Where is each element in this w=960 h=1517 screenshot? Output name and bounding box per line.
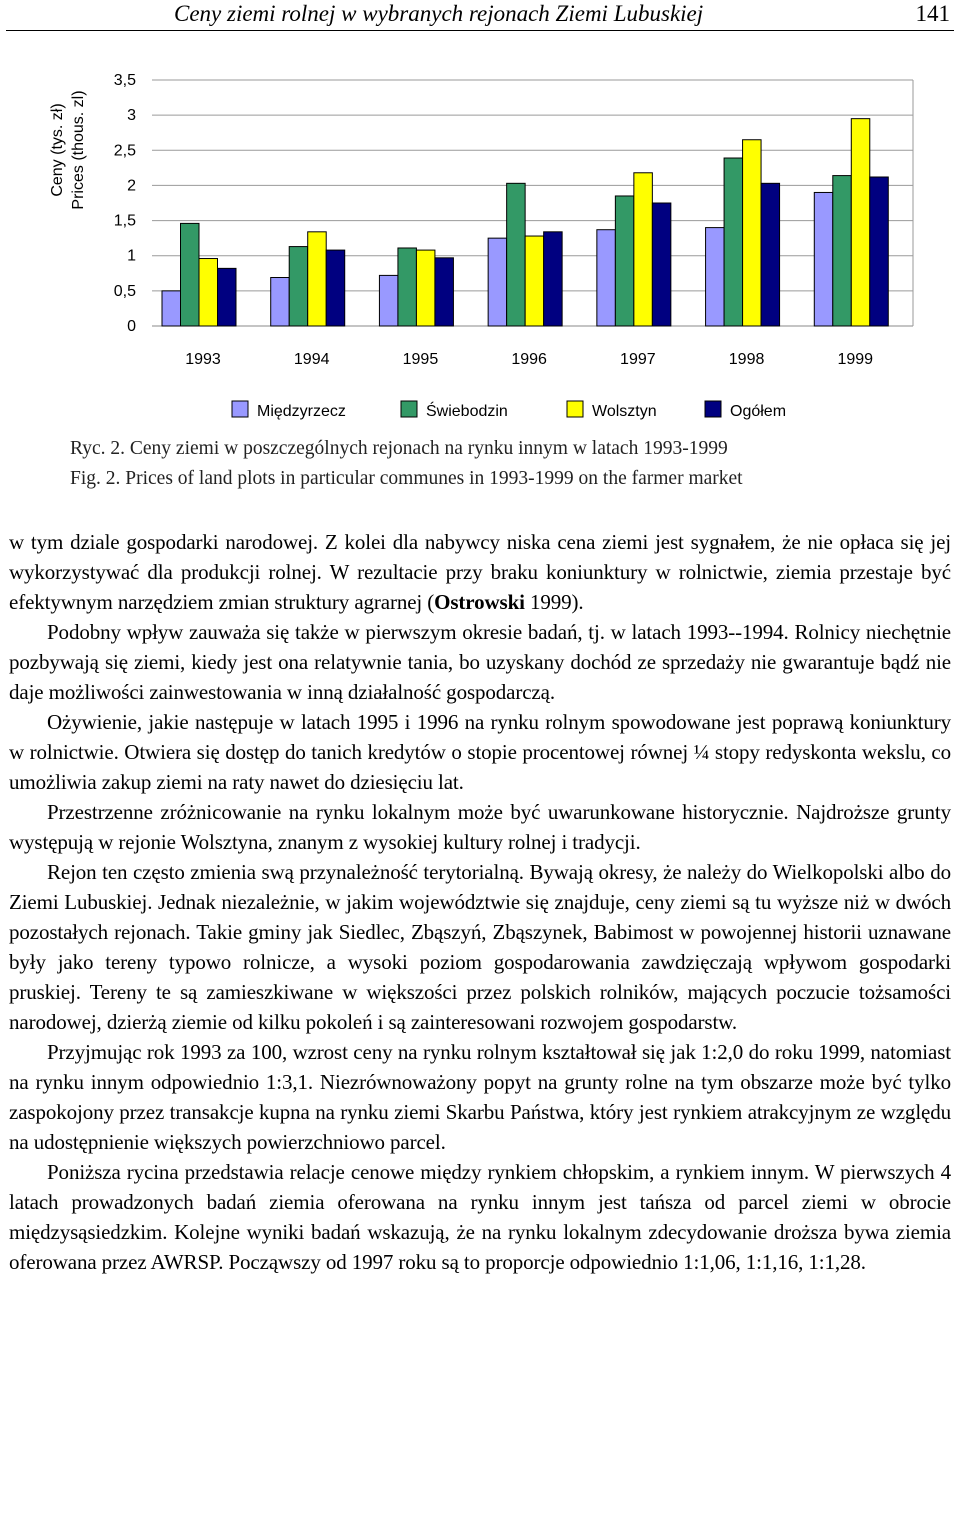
bar [218, 268, 237, 326]
bar [326, 250, 345, 326]
bar [652, 203, 671, 326]
paragraph-3: Ożywienie, jakie następuje w latach 1995 i 1996 na rynku rolnym spowodowane jest poprawą koniunktury w rolnictwie. Otwiera się dostęp do tanich kredytów o stopie procentowej równej ¼ stopy redyskonta wekslu, co umożliwia zakup ziemi na raty nawet do dziesięciu lat. [9, 710, 951, 794]
bar [851, 119, 870, 326]
y-axis-label [49, 90, 87, 209]
x-tick-label: 1997 [620, 351, 656, 368]
x-tick-label: 1995 [402, 351, 439, 368]
bar [488, 238, 507, 326]
bar [615, 196, 634, 326]
bar [833, 176, 852, 326]
citation-author: Ostrowski [434, 590, 525, 614]
legend-label: Świebodzin [426, 403, 508, 420]
y-tick-label: 1 [127, 247, 136, 265]
bar [507, 183, 525, 326]
bar [308, 232, 327, 326]
y-axis-label-line: Ceny (tys. zł) [49, 103, 66, 197]
bar [162, 291, 181, 326]
y-tick-label: 2,5 [113, 142, 136, 160]
bar-chart [0, 40, 960, 430]
y-tick-label: 1,5 [113, 212, 136, 230]
x-axis-ticks [185, 351, 873, 368]
bar [634, 173, 653, 326]
bar [199, 259, 218, 326]
x-tick-label: 1998 [728, 351, 765, 368]
paragraph-1 [9, 527, 951, 617]
legend-label: Wolsztyn [592, 403, 657, 420]
paragraph-5: Rejon ten często zmienia swą przynależność terytorialną. Bywają okresy, że należy do Wielkopolski albo do Ziemi Lubuskiej. Jednak niezależnie, w jakim województwie się znajduje, ceny ziemi są tu wyższe niż w dwóch pozostałych rejonach. Takie gminy jak Siedlec, Zbąszyń, Zbąszynek, Babimost w powojennej historii uznawane były jako tereny typowo rolnicze, a wysoki poziom gospodarowania zawdzięczają wpływom gospodarki pruskiej. Tereny te są zamieszkiwane w większości przez polskich rolników, mających poczucie tożsamości narodowej, dzierżą ziemie od kilku pokoleń i są zainteresowani rozwojem gospodarstw. [9, 860, 951, 1034]
y-axis-ticks [114, 72, 136, 335]
chart-legend [232, 401, 786, 420]
chart-bars [162, 119, 888, 326]
body-text [9, 527, 951, 1277]
bar [743, 140, 762, 326]
bar [597, 230, 616, 326]
legend-swatch [567, 401, 583, 417]
x-tick-label: 1993 [185, 351, 221, 368]
bar [181, 223, 200, 326]
x-tick-label: 1994 [293, 351, 330, 368]
y-tick-label: 2 [127, 177, 136, 195]
bar [398, 248, 417, 326]
bar [706, 228, 725, 326]
y-tick-label: 3 [127, 107, 136, 125]
paragraph-4: Przestrzenne zróżnicowanie na rynku lokalnym może być uwarunkowane historycznie. Najdroższe grunty występują w rejonie Wolsztyna, znanym z wysokiej kultury rolnej i tradycji. [9, 800, 951, 854]
y-tick-label: 3,5 [113, 72, 136, 89]
paragraph-1-text-a: w tym dziale gospodarki narodowej. Z kolei dla nabywcy niska cena ziemi jest sygnałem, że nie opłaca się jej wykorzystywać dla produkcji rolnej. W rezultacie przy braku koniunktury w rolnictwie, ziemia przestaje być efektywnym narzędziem zmian struktury agrarnej ( [9, 530, 951, 614]
bar [814, 192, 833, 326]
legend-label: Ogółem [730, 403, 787, 420]
bar [271, 278, 290, 326]
y-axis-label-line: Prices (thous. zl) [70, 90, 87, 210]
paragraph-2: Podobny wpływ zauważa się także w pierwszym okresie badań, tj. w latach 1993--1994. Rolnicy niechętnie pozbywają się ziemi, kiedy jest ona relatywnie tania, bo uzyskany dochód ze sprzedaży nie gwarantuje bądź nie daje możliwości zainwestowania w inną działalność gospodarczą. [9, 620, 951, 704]
x-tick-label: 1999 [837, 351, 874, 368]
bar [724, 158, 743, 326]
running-title: Ceny ziemi rolnej w wybranych rejonach Ziemi Lubuskiej [174, 1, 704, 26]
bar [435, 258, 454, 326]
paragraph-6: Przyjmując rok 1993 za 100, wzrost ceny na rynku rolnym kształtował się jak 1:2,0 do roku 1999, natomiast na rynku innym odpowiednio 1:3,1. Niezrównoważony popyt na grunty rolne na tym obszarze może być tylko zaspokojony przez transakcje kupna na rynku ziemi Skarbu Państwa, który jest rynkiem atrakcyjnym ze względu na udostępnienie większych powierzchniowo parcel. [9, 1040, 951, 1154]
y-tick-label: 0,5 [113, 282, 136, 300]
bar [379, 275, 398, 326]
legend-label: Międzyrzecz [257, 403, 346, 420]
paragraph-1-text-b: 1999). [524, 590, 584, 614]
legend-swatch [232, 401, 248, 417]
bar [761, 183, 780, 326]
y-tick-label: 0 [127, 318, 136, 335]
bar [525, 236, 544, 326]
bar [289, 247, 308, 326]
figure-caption-english: Fig. 2. Prices of land plots in particular communes in 1993-1999 on the farmer market [70, 468, 743, 489]
x-tick-label: 1996 [511, 351, 547, 368]
figure-caption-polish: Ryc. 2. Ceny ziemi w poszczególnych rejonach na rynku innym w latach 1993-1999 [70, 438, 728, 459]
running-header [0, 0, 960, 32]
page-number: 141 [915, 1, 950, 26]
paragraph-7: Poniższa rycina przedstawia relacje cenowe między rynkiem chłopskim, a rynkiem innym. W pierwszych 4 latach prowadzonych badań ziemia oferowana na rynku innym jest tańsza od parcel ziemi w obrocie międzysąsiedzkim. Kolejne wyniki badań wskazują, że na rynku lokalnym zdecydowanie droższa bywa ziemia oferowana przez AWRSP. Począwszy od 1997 roku są to proporcje odpowiednio 1:1,06, 1:1,16, 1:1,28. [9, 1160, 951, 1274]
header-rule [6, 30, 954, 31]
bar [870, 177, 889, 326]
bar [416, 250, 435, 326]
legend-swatch [401, 401, 417, 417]
bar [544, 232, 563, 326]
legend-swatch [705, 401, 721, 417]
